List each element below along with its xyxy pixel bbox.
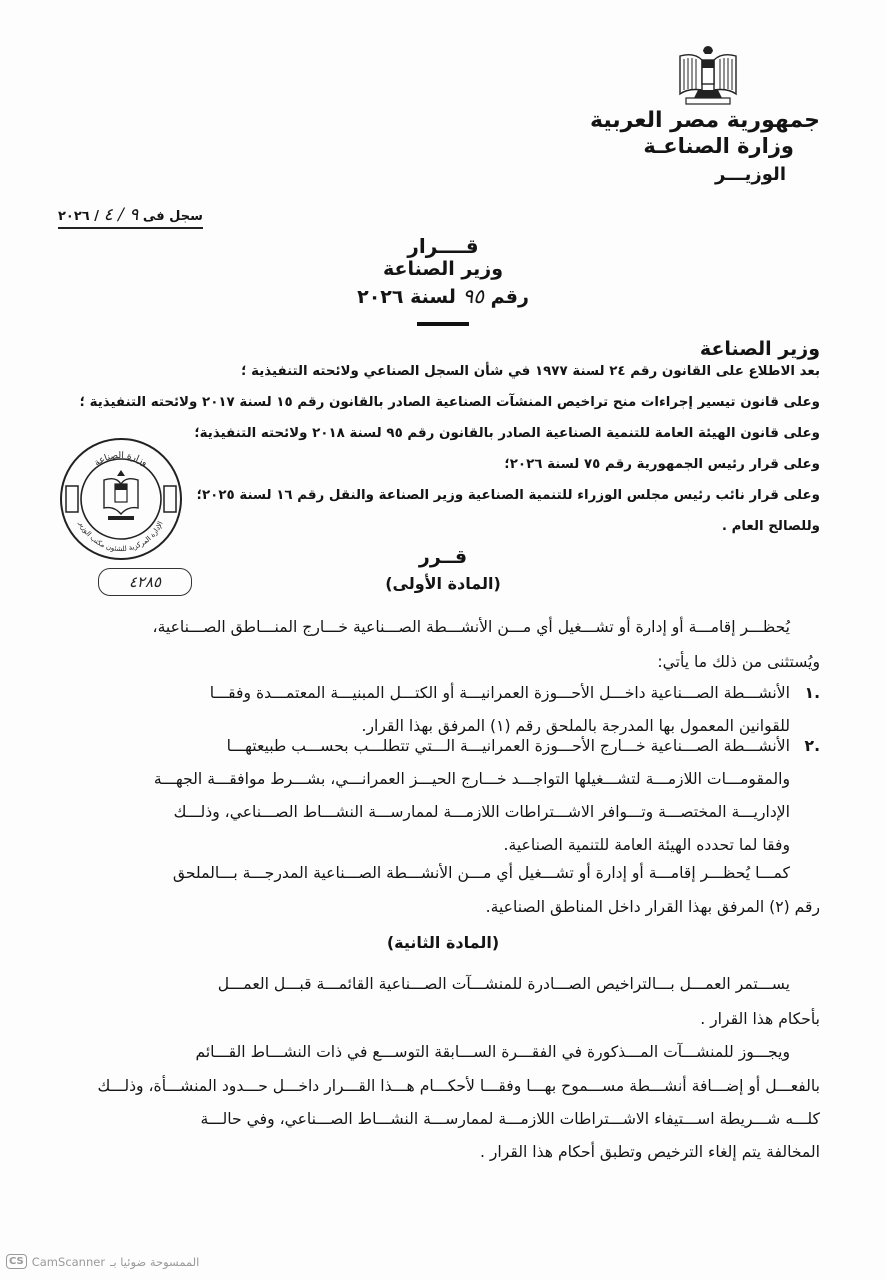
item-line: وفقا لما تحدده الهيئة العامة للتنمية الصناعية.	[503, 836, 790, 854]
camscanner-watermark	[6, 1254, 199, 1269]
preamble-line: وعلى قرار نائب رئيس مجلس الوزراء للتنمية الصناعية وزير الصناعة والنقل رقم ١٦ لسنة ٢٠٢٥؛	[196, 488, 820, 503]
preamble-line: وللصالح العام .	[721, 519, 820, 534]
svg-text:وزارة الصناعة	[93, 451, 149, 468]
item-line: الإداريـــة المختصـــة وتـــوافر الاشـــتراطات اللازمـــة لممارســـة النشـــاط الصـــناعي، وذلـــك	[173, 803, 790, 821]
article-1-exceptions-intro	[50, 646, 820, 679]
preamble-line: وعلى قانون الهيئة العامة للتنمية الصناعية الصادر بالقانون رقم ٩٥ لسنة ٢٠١٨ ولائحته التنفيذية؛	[194, 426, 820, 441]
decree-year: لسنة ٢٠٢٦	[357, 286, 456, 308]
article-1-line: يُحظـــر إقامـــة أو إدارة أو تشـــغيل أي مـــن الأنشـــطة الصـــناعية خـــارج المنـــاطق الصـــناعية،	[152, 618, 790, 636]
article-2-paragraph-1b	[50, 1003, 820, 1036]
preamble-line: بعد الاطلاع على القانون رقم ٢٤ لسنة ١٩٧٧ في شأن السجل الصناعي ولائحته التنفيذية ؛	[241, 364, 820, 379]
preamble-line: وعلى قرار رئيس الجمهورية رقم ٧٥ لسنة ٢٠٢٦؛	[504, 457, 820, 472]
article-2-line: ويجـــوز للمنشـــآت المـــذكورة في الفقـــرة الســـابقة التوســـع في ذات النشـــاط القـــائم	[195, 1043, 790, 1061]
incoming-stamp-number: ٤٢٨٥	[98, 568, 192, 596]
ministry-seal-icon	[58, 436, 184, 562]
preamble-line: وعلى قانون تيسير إجراءات منح تراخيص المنشآت الصناعية الصادر بالقانون رقم ١٥ لسنة ٢٠١٧ ولائحته التنفيذية ؛	[79, 395, 820, 410]
decision-word: قــرر	[418, 546, 468, 568]
registration-label: سجل فى	[142, 209, 203, 224]
letterhead-ministry: وزارة الصناعـة	[643, 134, 794, 158]
article-1-heading: (المادة الأولى)	[385, 574, 501, 593]
item-line: الأنشـــطة الصـــناعية خـــارج الأحـــوزة العمرانيـــة الـــتي تتطلـــب بحســـب طبيعتهـــا	[226, 737, 790, 755]
seal-bottom-text: الإدارة المركزية للشئون مكتب الوزير	[77, 520, 165, 554]
item-line: للقوانين المعمول بها المدرجة بالملحق رقم (١) المرفق بهذا القرار.	[361, 717, 790, 735]
article-2-paragraph-1	[50, 968, 790, 1001]
letterhead-country: جمهورية مصر العربية	[590, 108, 820, 133]
article-1-line: رقم (٢) المرفق بهذا القرار داخل المناطق الصناعية.	[485, 898, 820, 916]
article-2-heading: (المادة الثانية)	[386, 933, 500, 952]
minister-heading: وزير الصناعة	[699, 338, 820, 360]
camscanner-text: CamScanner	[31, 1254, 106, 1269]
camscanner-arabic-text: الممسوحة ضوئيا بـ	[110, 1254, 200, 1269]
article-1-paragraph	[50, 611, 790, 644]
item-number: .١	[804, 684, 820, 702]
letterhead-office: الوزيـــر	[715, 164, 786, 185]
article-1-line: كمـــا يُحظـــر إقامـــة أو إدارة أو تشـــغيل أي مـــن الأنشـــطة الصـــناعية المدرجـــة بـــالملحق	[172, 864, 790, 882]
article-2-line: يســـتمر العمـــل بـــالتراخيص الصـــادرة للمنشـــآت الصـــناعية القائمـــة قبـــل العمـــل	[217, 975, 790, 993]
article-2-line: المخالفة يتم إلغاء الترخيص وتطبق أحكام هذا القرار .	[479, 1143, 820, 1161]
registration-line	[58, 205, 203, 229]
seal-top-text: وزارة الصناعة	[92, 450, 150, 469]
article-1-line: ويُستثنى من ذلك ما يأتي:	[657, 653, 820, 671]
article-2-paragraph-2b	[50, 1070, 820, 1169]
item-number: .٢	[804, 737, 820, 755]
article-2-line: بأحكام هذا القرار .	[700, 1010, 820, 1028]
article-2-paragraph-2	[50, 1036, 790, 1069]
item-line: الأنشـــطة الصـــناعية داخـــل الأحـــوزة العمرانيـــة أو الكتـــل المبنيـــة المعتمـــدة وفقـــا	[209, 684, 790, 702]
article-2-line: كلـــه شـــريطة اســـتيفاء الاشـــتراطات اللازمـــة لممارســـة النشـــاط الصـــناعي، وفي حالـــة	[200, 1110, 820, 1128]
article-1-closing	[50, 857, 790, 890]
article-1-closing-2	[50, 891, 820, 924]
decree-number	[0, 284, 886, 308]
title-divider	[417, 322, 469, 326]
article-2-line: بالفعـــل أو إضـــافة أنشـــطة مســـموح بهـــا وفقـــا لأحكـــام هـــذا القـــرار داخـــل حـــدود المنشـــأة، وذلـــك	[97, 1077, 820, 1095]
decree-number-prefix: رقم	[490, 286, 529, 308]
registration-handwritten-date: ٩ / ٤	[103, 205, 139, 225]
decree-issuer: وزير الصناعة	[382, 258, 504, 280]
registration-year: / ٢٠٢٦	[58, 209, 100, 224]
item-line: والمقومـــات اللازمـــة لتشـــغيلها التواجـــد خـــارج الحيـــز العمرانـــي، بشـــرط موافقـــة الجهـــة	[153, 770, 790, 788]
article-1-item-2	[50, 730, 820, 870]
egypt-eagle-emblem-icon	[672, 42, 744, 106]
decree-handwritten-number: ٩٥	[462, 284, 484, 308]
camscanner-logo-icon: CS	[6, 1254, 27, 1269]
decree-title-word: قــــرار	[407, 234, 479, 258]
